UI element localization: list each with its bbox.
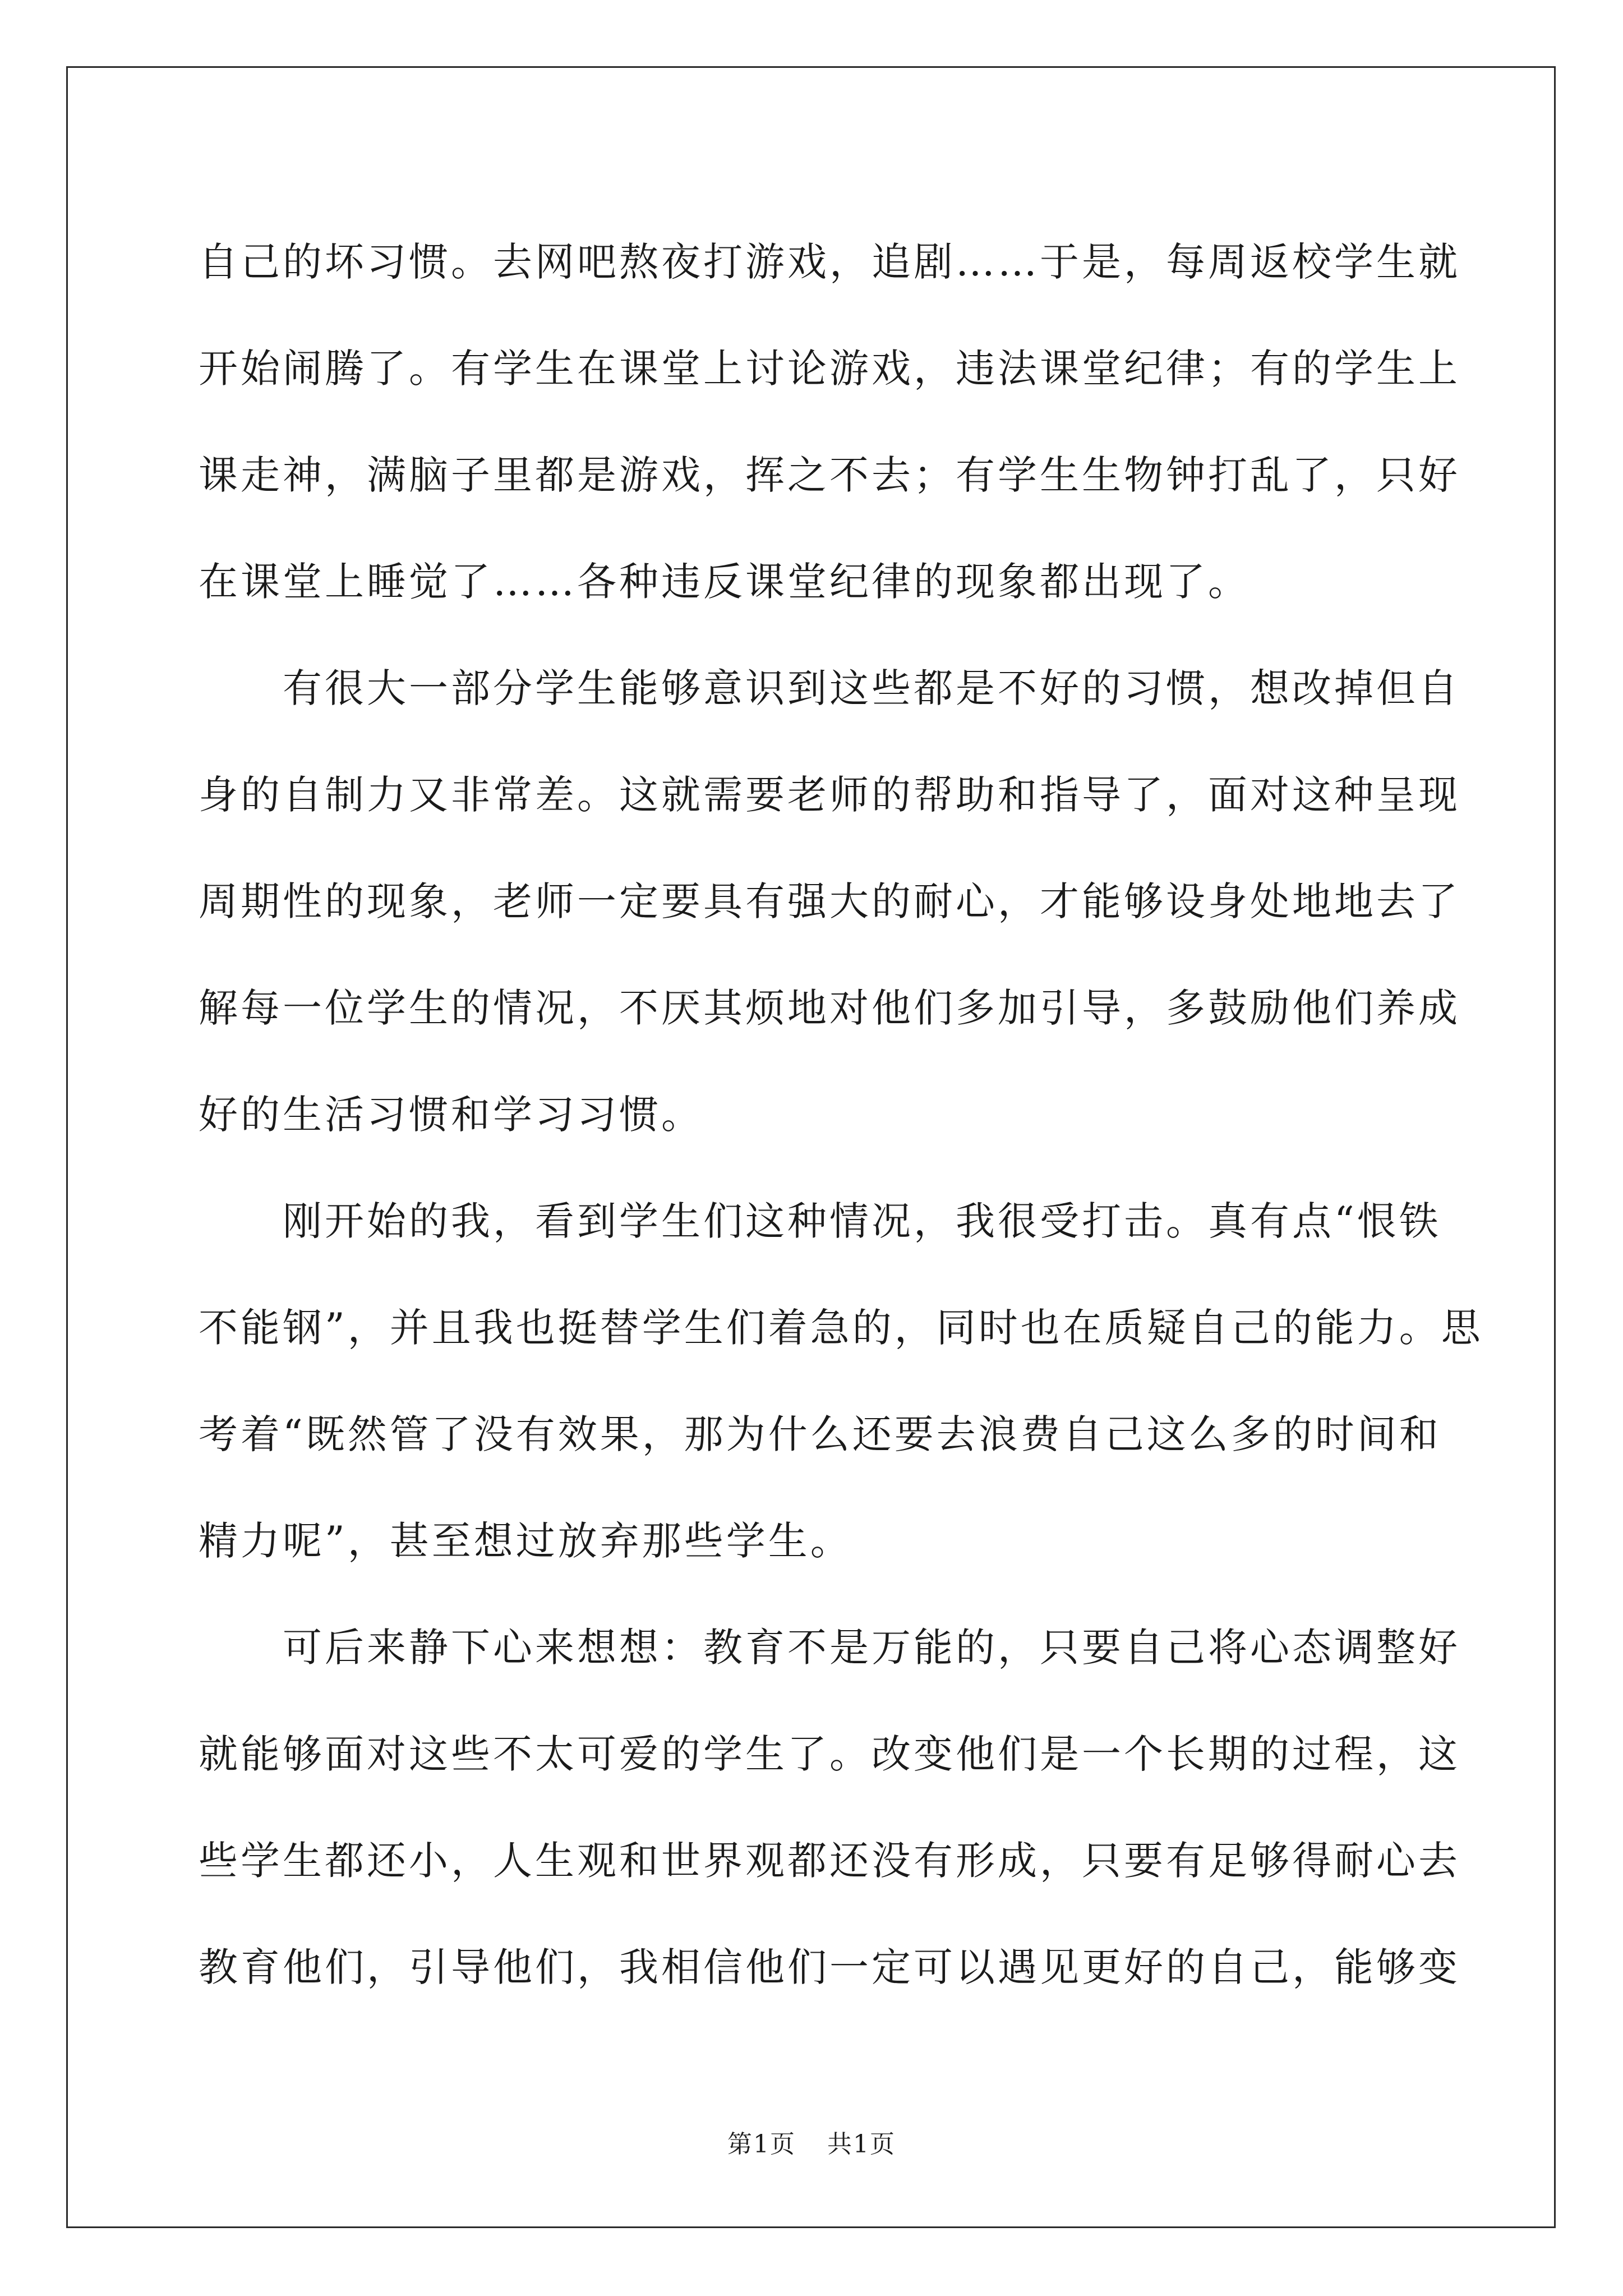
- text-line: 自己的坏习惯。去网吧熬夜打游戏，追剧……于是，每周返校学生就: [199, 239, 1460, 285]
- text-line: 周期性的现象，老师一定要具有强大的耐心，才能够设身处地地去了: [199, 878, 1460, 924]
- page-number: 第1页: [727, 2130, 796, 2159]
- text-line: 可后来静下心来想想：教育不是万能的，只要自己将心态调整好: [283, 1625, 1460, 1671]
- paragraph: [199, 209, 1460, 635]
- paragraph: [199, 635, 1460, 1168]
- text-line: 课走神，满脑子里都是游戏，挥之不去；有学生生物钟打乱了，只好: [199, 452, 1460, 498]
- text-line: 身的自制力又非常差。这就需要老师的帮助和指导了，面对这种呈现: [199, 772, 1460, 818]
- text-line: 解每一位学生的情况，不厌其烦地对他们多加引导，多鼓励他们养成: [199, 985, 1460, 1031]
- paragraph: [199, 1168, 1483, 1594]
- text-line: 有很大一部分学生能够意识到这些都是不好的习惯，想改掉但自: [283, 665, 1460, 711]
- document-body: [199, 209, 1483, 2021]
- text-line: 考着“既然管了没有效果，那为什么还要去浪费自己这么多的时间和: [199, 1411, 1441, 1457]
- text-line: 开始闹腾了。有学生在课堂上讨论游戏，违法课堂纪律；有的学生上: [199, 346, 1460, 392]
- text-line: 教育他们，引导他们，我相信他们一定可以遇见更好的自己，能够变: [199, 1944, 1460, 1990]
- paragraph: [199, 1594, 1460, 2021]
- text-line: 在课堂上睡觉了……各种违反课堂纪律的现象都出现了。: [199, 559, 1250, 605]
- text-line: 刚开始的我，看到学生们这种情况，我很受打击。真有点“恨铁: [283, 1198, 1441, 1244]
- page-footer: [0, 2124, 1623, 2160]
- text-line: 些学生都还小，人生观和世界观都还没有形成，只要有足够得耐心去: [199, 1838, 1460, 1884]
- text-line: 不能钢”，并且我也挺替学生们着急的，同时也在质疑自己的能力。思: [199, 1305, 1483, 1351]
- text-line: 好的生活习惯和学习习惯。: [199, 1092, 703, 1138]
- text-line: 就能够面对这些不太可爱的学生了。改变他们是一个长期的过程，这: [199, 1731, 1460, 1777]
- page-total: 共1页: [827, 2130, 896, 2159]
- text-line: 精力呢”，甚至想过放弃那些学生。: [199, 1518, 852, 1564]
